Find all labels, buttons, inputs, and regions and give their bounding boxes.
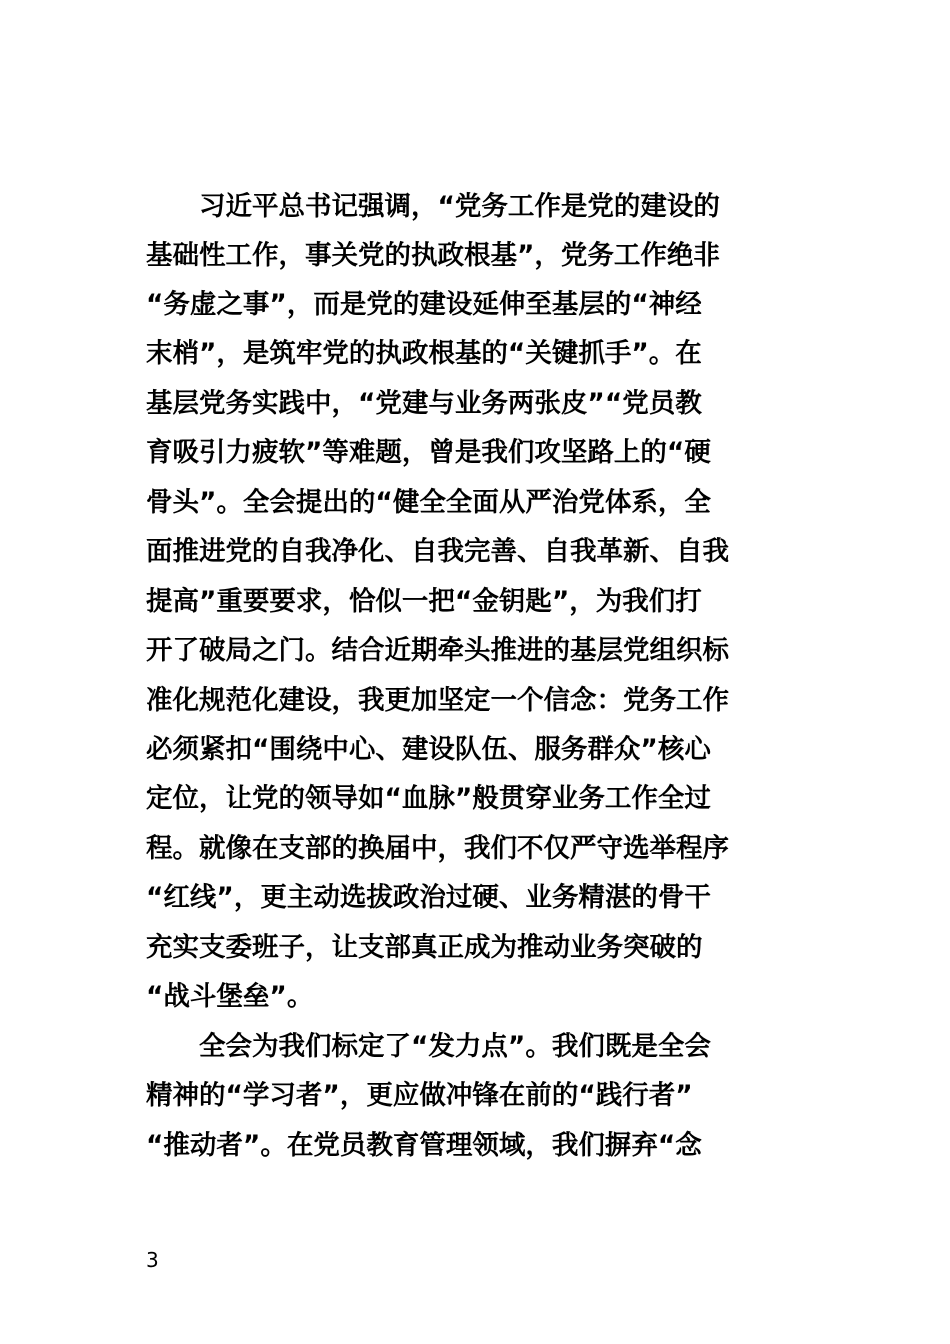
text-line: 面推进党的自我净化、自我完善、自我革新、自我	[146, 536, 729, 567]
text-line: 准化规范化建设，我更加坚定一个信念：党务工作	[146, 685, 729, 716]
text-line: 习近平总书记强调，“党务工作是党的建设的	[146, 191, 720, 222]
page-number: 3	[146, 1248, 159, 1272]
text-line: 必须紧扣“围绕中心、建设队伍、服务群众”核心	[146, 734, 711, 765]
text-line: 育吸引力疲软”等难题，曾是我们攻坚路上的“硬	[146, 437, 711, 468]
text-line: 基础性工作，事关党的执政根基”，党务工作绝非	[146, 240, 720, 271]
text-line: “红线”，更主动选拔政治过硬、业务精湛的骨干	[146, 882, 711, 913]
text-line: 充实支委班子，让支部真正成为推动业务突破的	[146, 932, 703, 963]
text-line: 骨头”。全会提出的“健全全面从严治党体系，全	[146, 487, 711, 518]
text-line: 开了破局之门。结合近期牵头推进的基层党组织标	[146, 635, 729, 666]
text-line: 末梢”，是筑牢党的执政根基的“关键抓手”。在	[146, 338, 702, 369]
text-line: 全会为我们标定了“发力点”。我们既是全会	[146, 1031, 711, 1062]
text-line: “推动者”。在党员教育管理领域，我们摒弃“念	[146, 1130, 702, 1161]
text-line: 提高”重要要求，恰似一把“金钥匙”，为我们打	[146, 586, 702, 617]
text-line: 精神的“学习者”，更应做冲锋在前的“践行者”	[146, 1080, 693, 1111]
text-line: “务虚之事”，而是党的建设延伸至基层的“神经	[146, 289, 702, 320]
text-line: 定位，让党的领导如“血脉”般贯穿业务工作全过	[146, 783, 711, 814]
text-line: “战斗堡垒”。	[146, 981, 314, 1012]
text-line: 程。就像在支部的换届中，我们不仅严守选举程序	[146, 833, 729, 864]
text-line: 基层党务实践中，“党建与业务两张皮”“党员教	[146, 388, 702, 419]
